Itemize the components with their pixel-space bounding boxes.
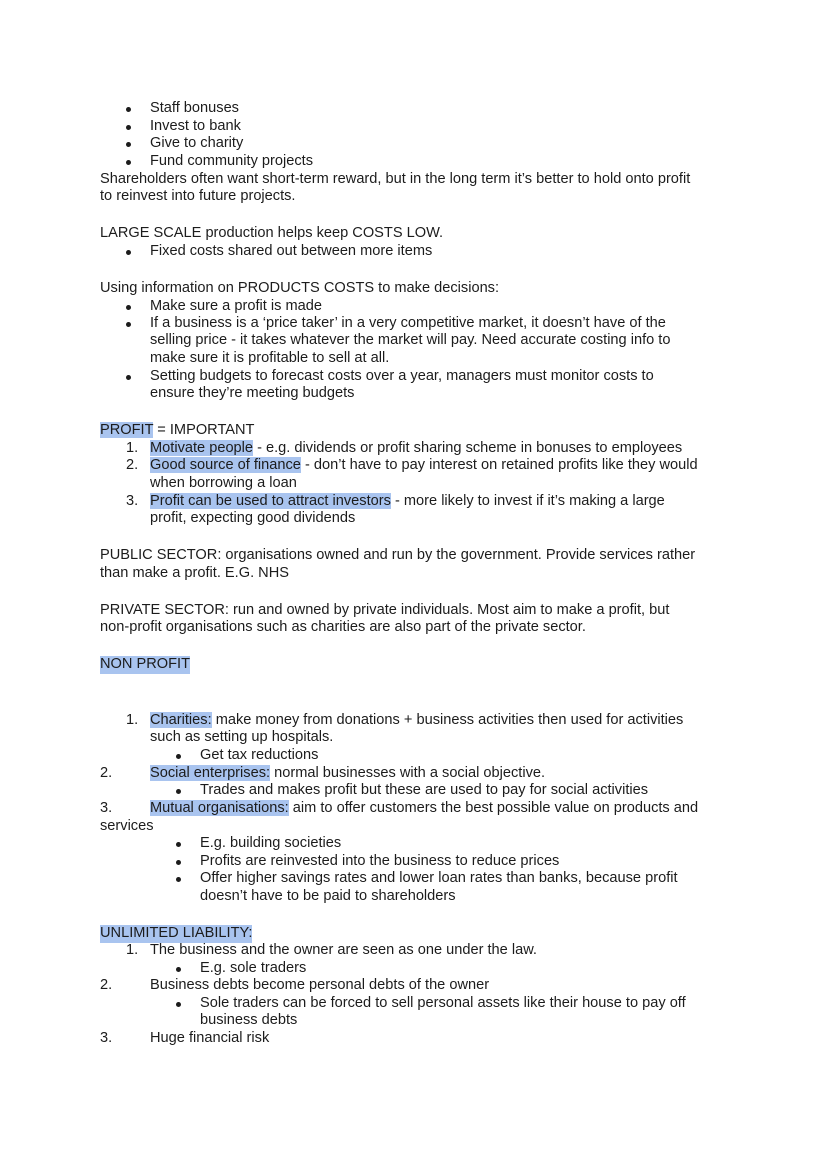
paragraph-line: PUBLIC SECTOR: organisations owned and run by the government. Provide services rather [100,547,696,563]
list-item: Staff bonuses [150,100,239,116]
list-item: Invest to bank [150,118,241,134]
section-heading: PROFIT = IMPORTANT [100,422,255,438]
bullet-dot [176,967,181,972]
paragraph-line: Shareholders often want short-term reward, but in the long term it’s better to hold onto profit [100,171,691,187]
list-item-cont: selling price - it takes whatever the market will pay. Need accurate costing info to [150,332,671,348]
list-item: Motivate people - e.g. dividends or profit sharing scheme in bonuses to employees [150,440,683,456]
bullet-dot [176,789,181,794]
list-item: Profits are reinvested into the business to reduce prices [200,853,560,869]
section-heading: NON PROFIT [100,656,190,672]
list-number: 2. [100,765,113,781]
list-item-cont: ensure they’re meeting budgets [150,385,355,401]
list-number: 2. [126,457,139,473]
list-item-cont: services [100,818,154,834]
bullet-dot [126,107,131,112]
list-number: 1. [126,440,139,456]
list-item: The business and the owner are seen as one under the law. [150,942,537,958]
list-item-cont: business debts [200,1012,298,1028]
bullet-dot [126,160,131,165]
bullet-dot [176,877,181,882]
bullet-dot [176,754,181,759]
bullet-dot [126,322,131,327]
bullet-dot [126,305,131,310]
list-item: Offer higher savings rates and lower loan rates than banks, because profit [200,870,678,886]
section-heading: Using information on PRODUCTS COSTS to make decisions: [100,280,500,296]
list-item: Profit can be used to attract investors - more likely to invest if it’s making a large [150,493,665,509]
paragraph-line: PRIVATE SECTOR: run and owned by private individuals. Most aim to make a profit, but [100,602,670,618]
bullet-dot [126,125,131,130]
list-item: E.g. building societies [200,835,342,851]
section-heading: UNLIMITED LIABILITY: [100,925,253,941]
list-number: 3. [100,1030,113,1046]
list-item: Mutual organisations: aim to offer customers the best possible value on products and [150,800,699,816]
list-number: 1. [126,942,139,958]
list-item: Fixed costs shared out between more items [150,243,433,259]
list-number: 2. [100,977,113,993]
list-item: Good source of finance - don’t have to pay interest on retained profits like they would [150,457,698,473]
list-item: Fund community projects [150,153,314,169]
list-item-cont: such as setting up hospitals. [150,729,334,745]
list-item-cont: profit, expecting good dividends [150,510,356,526]
bullet-dot [176,860,181,865]
list-item: Give to charity [150,135,244,151]
list-number: 3. [126,493,139,509]
list-item: Make sure a profit is made [150,298,322,314]
paragraph-line: than make a profit. E.G. NHS [100,565,289,581]
list-item: Trades and makes profit but these are used to pay for social activities [200,782,649,798]
list-item-cont: doesn’t have to be paid to shareholders [200,888,456,904]
list-item: Get tax reductions [200,747,319,763]
list-item: Setting budgets to forecast costs over a year, managers must monitor costs to [150,368,654,384]
list-item-cont: make sure it is profitable to sell at all. [150,350,390,366]
paragraph-line: to reinvest into future projects. [100,188,296,204]
list-item: E.g. sole traders [200,960,307,976]
highlight: PROFIT [100,422,154,438]
paragraph-line: non-profit organisations such as charities are also part of the private sector. [100,619,586,635]
section-heading: LARGE SCALE production helps keep COSTS LOW. [100,225,444,241]
list-number: 1. [126,712,139,728]
list-item: Charities: make money from donations + business activities then used for activities [150,712,684,728]
list-item: Social enterprises: normal businesses with a social objective. [150,765,546,781]
bullet-dot [126,375,131,380]
bullet-dot [176,842,181,847]
list-item: If a business is a ‘price taker’ in a very competitive market, it doesn’t have of the [150,315,666,331]
bullet-dot [126,250,131,255]
bullet-dot [176,1002,181,1007]
list-item: Huge financial risk [150,1030,270,1046]
list-number: 3. [100,800,113,816]
list-item: Business debts become personal debts of the owner [150,977,490,993]
list-item: Sole traders can be forced to sell personal assets like their house to pay off [200,995,686,1011]
bullet-dot [126,142,131,147]
list-item-cont: when borrowing a loan [150,475,297,491]
